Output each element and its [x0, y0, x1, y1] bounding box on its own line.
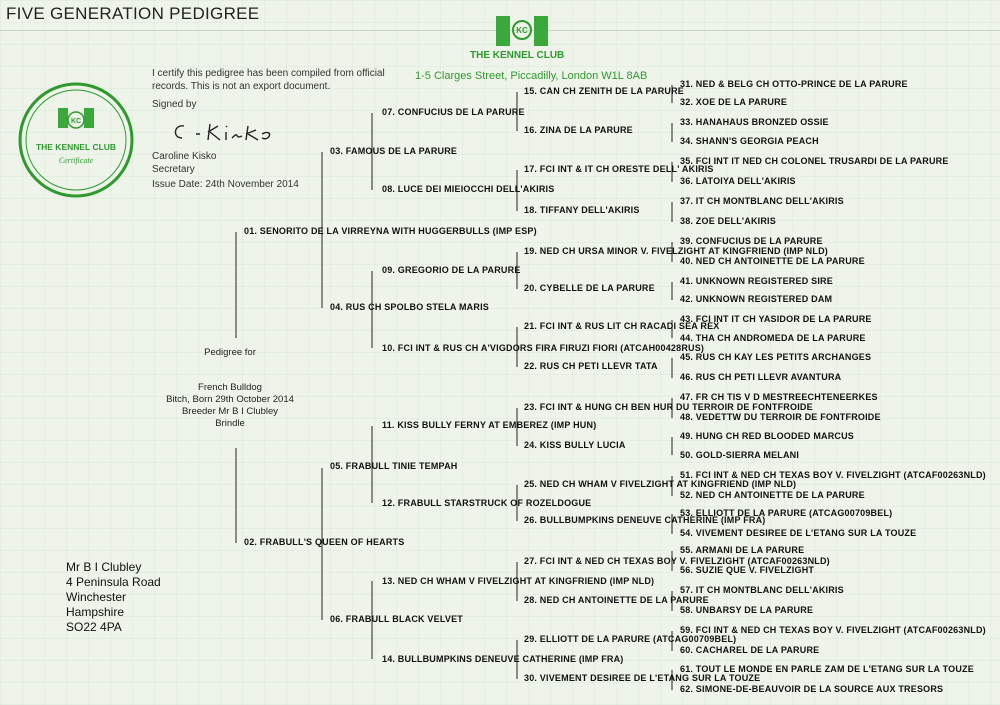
gen5-ancestor: 47. FR CH TIS V D MESTREECHTENEERKES	[680, 392, 878, 402]
gen4-ancestor: 23. FCI INT & HUNG CH BEN HUR DU TERROIR DE FONTFROIDE	[524, 402, 813, 412]
signatory-name: Caroline Kisko	[152, 151, 217, 162]
gen5-ancestor: 62. SIMONE-DE-BEAUVOIR DE LA SOURCE AUX TRESORS	[680, 684, 944, 694]
gen5-ancestor: 31. NED & BELG CH OTTO-PRINCE DE LA PARURE	[680, 79, 908, 89]
gen3-ancestor: 12. FRABULL STARSTRUCK OF ROZELDOGUE	[382, 498, 592, 508]
club-name: THE KENNEL CLUB	[470, 50, 565, 61]
gen4-ancestor: 25. NED CH WHAM V FIVELZIGHT AT KINGFRIEND (IMP NLD)	[524, 479, 797, 489]
gen5-ancestor: 32. XOE DE LA PARURE	[680, 97, 788, 107]
gen5-ancestor: 52. NED CH ANTOINETTE DE LA PARURE	[680, 490, 865, 500]
signatory-role: Secretary	[152, 164, 195, 175]
gen4-ancestor: 26. BULLBUMPKINS DENEUVE CATHERINE (IMP FRA)	[524, 515, 766, 525]
gen5-ancestor: 45. RUS CH KAY LES PETITS ARCHANGES	[680, 352, 872, 362]
gen5-ancestor: 35. FCI INT IT NED CH COLONEL TRUSARDI DE LA PARURE	[680, 156, 949, 166]
gen5-ancestor: 42. UNKNOWN REGISTERED DAM	[680, 294, 833, 304]
gen5-ancestor: 33. HANAHAUS BRONZED OSSIE	[680, 117, 829, 127]
gen4-ancestor: 24. KISS BULLY LUCIA	[524, 440, 626, 450]
gen1-dam: 02. FRABULL'S QUEEN OF HEARTS	[244, 537, 405, 547]
dog-breeder: Breeder Mr B I Clubley	[181, 406, 279, 417]
svg-text:THE KENNEL CLUB: THE KENNEL CLUB	[35, 142, 117, 152]
gen5-ancestor: 57. IT CH MONTBLANC DELL'AKIRIS	[680, 585, 844, 595]
gen4-ancestor: 30. VIVEMENT DESIREE DE L'ETANG SUR LA TOUZE	[524, 673, 761, 683]
owner-line: Winchester	[66, 590, 127, 604]
gen4-ancestor: 29. ELLIOTT DE LA PARURE (ATCAG00709BEL)	[524, 634, 737, 644]
gen2-ancestor: 06. FRABULL BLACK VELVET	[330, 614, 463, 624]
gen5-ancestor: 41. UNKNOWN REGISTERED SIRE	[680, 276, 833, 286]
gen3-ancestor: 13. NED CH WHAM V FIVELZIGHT AT KINGFRIEND (IMP NLD)	[382, 576, 655, 586]
gen4-ancestor: 17. FCI INT & IT CH ORESTE DELL' AKIRIS	[524, 164, 714, 174]
gen5-ancestor: 36. LATOIYA DELL'AKIRIS	[680, 176, 796, 186]
certification-statement: I certify this pedigree has been compiled from official records. This is not an export document.	[152, 68, 385, 92]
gen5-ancestor: 44. THA CH ANDROMEDA DE LA PARURE	[680, 333, 866, 343]
gen4-ancestor: 19. NED CH URSA MINOR V. FIVELZIGHT AT KINGFRIEND (IMP NLD)	[524, 246, 828, 256]
svg-text:KC: KC	[70, 118, 82, 125]
gen5-ancestor: 54. VIVEMENT DESIREE DE L'ETANG SUR LA TOUZE	[680, 528, 917, 538]
gen5-ancestor: 43. FCI INT IT CH YASIDOR DE LA PARURE	[680, 314, 872, 324]
gen4-ancestor: 16. ZINA DE LA PARURE	[524, 125, 633, 135]
gen5-ancestor: 59. FCI INT & NED CH TEXAS BOY V. FIVELZIGHT (ATCAF00263NLD)	[680, 625, 986, 635]
signed-by-label: Signed by	[152, 99, 197, 110]
gen5-ancestor: 60. CACHAREL DE LA PARURE	[680, 645, 820, 655]
gen5-ancestor: 40. NED CH ANTOINETTE DE LA PARURE	[680, 256, 865, 266]
svg-text:KC: KC	[516, 26, 528, 35]
gen3-ancestor: 08. LUCE DEI MIEIOCCHI DELL'AKIRIS	[382, 184, 555, 194]
gen3-ancestor: 14. BULLBUMPKINS DENEUVE CATHERINE (IMP FRA)	[382, 654, 624, 664]
svg-text:Certificate: Certificate	[58, 156, 94, 165]
gen5-ancestor: 38. ZOE DELL'AKIRIS	[680, 216, 776, 226]
owner-line: 4 Peninsula Road	[66, 575, 161, 589]
dog-colour: Brindle	[215, 418, 245, 429]
gen5-ancestor: 34. SHANN'S GEORGIA PEACH	[680, 136, 819, 146]
issue-date: Issue Date: 24th November 2014	[152, 179, 299, 190]
gen5-ancestor: 51. FCI INT & NED CH TEXAS BOY V. FIVELZIGHT (ATCAF00263NLD)	[680, 470, 986, 480]
gen5-ancestor: 58. UNBARSY DE LA PARURE	[680, 605, 814, 615]
gen1-sire: 01. SENORITO DE LA VIRREYNA WITH HUGGERBULLS (IMP ESP)	[244, 226, 537, 236]
club-address: 1-5 Clarges Street, Piccadilly, London W1L 8AB	[415, 70, 648, 82]
gen2-ancestor: 03. FAMOUS DE LA PARURE	[330, 146, 458, 156]
dog-birth: Bitch, Born 29th October 2014	[166, 394, 294, 405]
gen2-ancestor: 05. FRABULL TINIE TEMPAH	[330, 461, 458, 471]
gen5-ancestor: 49. HUNG CH RED BLOODED MARCUS	[680, 431, 855, 441]
gen5-ancestor: 61. TOUT LE MONDE EN PARLE ZAM DE L'ETANG SUR LA TOUZE	[680, 664, 974, 674]
gen5-ancestor: 37. IT CH MONTBLANC DELL'AKIRIS	[680, 196, 844, 206]
gen4-ancestor: 15. CAN CH ZENITH DE LA PARURE	[524, 86, 685, 96]
dog-breed: French Bulldog	[198, 382, 262, 393]
owner-line: SO22 4PA	[66, 620, 122, 634]
gen3-ancestor: 11. KISS BULLY FERNY AT EMBEREZ (IMP HUN)	[382, 420, 597, 430]
pedigree-for-label: Pedigree for	[204, 347, 256, 358]
gen5-ancestor: 53. ELLIOTT DE LA PARURE (ATCAG00709BEL)	[680, 508, 893, 518]
gen3-ancestor: 10. FCI INT & RUS CH A'VIGDORS FIRA FIRUZI FIORI (ATCAH00428RUS)	[382, 343, 705, 353]
gen5-ancestor: 56. SUZIE QUE V. FIVELZIGHT	[680, 565, 815, 575]
owner-line: Mr B I Clubley	[66, 560, 142, 574]
gen4-ancestor: 21. FCI INT & RUS LIT CH RACADI SEA REX	[524, 321, 720, 331]
page-title: FIVE GENERATION PEDIGREE	[6, 4, 260, 23]
gen3-ancestor: 07. CONFUCIUS DE LA PARURE	[382, 107, 525, 117]
gen5-ancestor: 39. CONFUCIUS DE LA PARURE	[680, 236, 823, 246]
owner-line: Hampshire	[66, 605, 125, 619]
gen2-ancestor: 04. RUS CH SPOLBO STELA MARIS	[330, 302, 489, 312]
gen4-ancestor: 27. FCI INT & NED CH TEXAS BOY V. FIVELZIGHT (ATCAF00263NLD)	[524, 556, 830, 566]
gen3-ancestor: 09. GREGORIO DE LA PARURE	[382, 265, 521, 275]
gen5-ancestor: 48. VEDETTW DU TERROIR DE FONTFROIDE	[680, 412, 881, 422]
gen4-ancestor: 28. NED CH ANTOINETTE DE LA PARURE	[524, 595, 709, 605]
gen5-ancestor: 46. RUS CH PETI LLEVR AVANTURA	[680, 372, 842, 382]
gen5-ancestor: 50. GOLD-SIERRA MELANI	[680, 450, 800, 460]
gen5-ancestor: 55. ARMANI DE LA PARURE	[680, 545, 805, 555]
gen4-ancestor: 22. RUS CH PETI LLEVR TATA	[524, 361, 658, 371]
gen4-ancestor: 18. TIFFANY DELL'AKIRIS	[524, 205, 640, 215]
gen4-ancestor: 20. CYBELLE DE LA PARURE	[524, 283, 655, 293]
